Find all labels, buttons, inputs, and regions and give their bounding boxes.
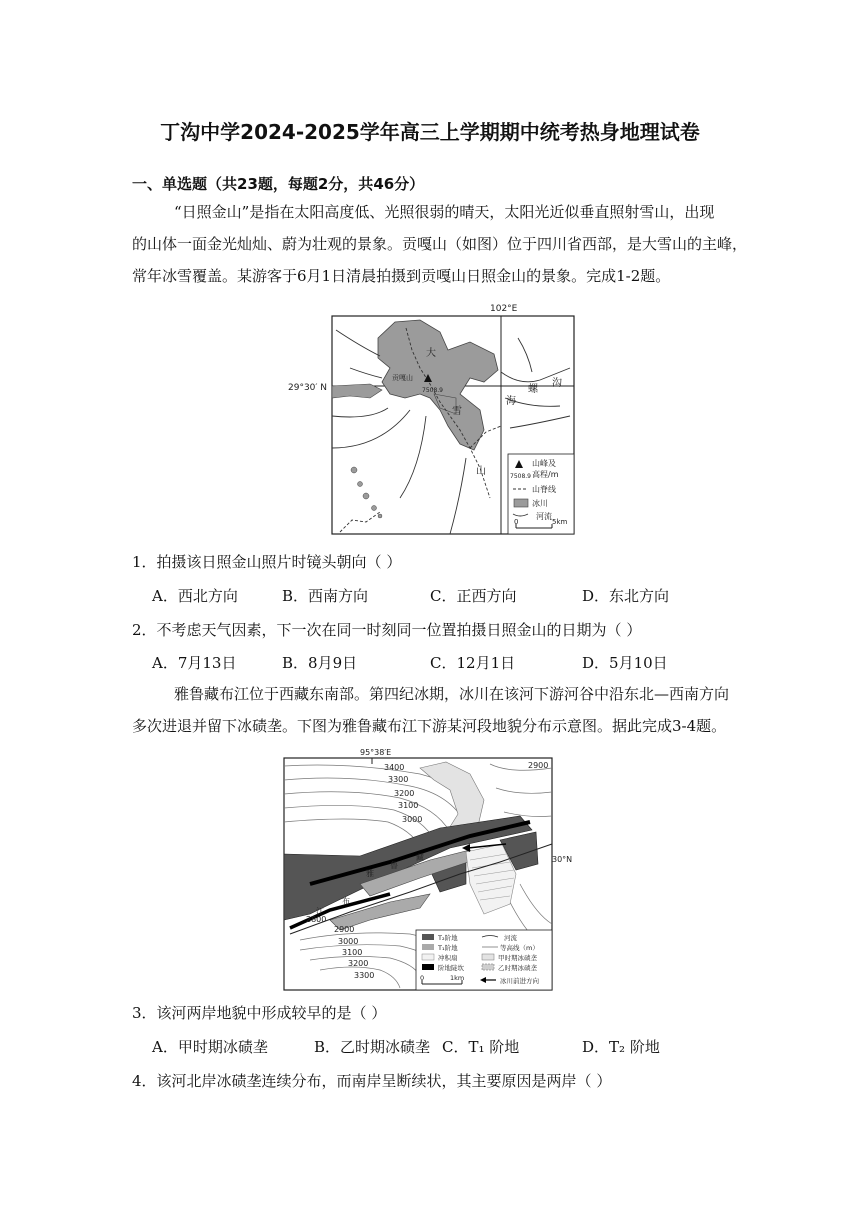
passage-line: “日照金山”是指在太阳高度低、光照很弱的晴天，太阳光近似垂直照射雪山，出现 (174, 203, 715, 221)
contour-label: 2900 (334, 925, 355, 934)
question-2: 2．不考虑天气因素，下一次在同一时刻同一位置拍摄日照金山的日期为（ ） (132, 621, 642, 639)
legend-peak-label: 高程/m (532, 470, 559, 479)
question-3: 3．该河两岸地貌中形成较早的是（ ） (132, 1004, 387, 1022)
legend-advance-label: 冰川前进方向 (500, 977, 539, 985)
legend-scale-zero: 0 (420, 974, 425, 982)
option-c: C．T₁ 阶地 (442, 1038, 520, 1056)
option-c: C．12月1日 (430, 654, 516, 672)
river-char: 江 (316, 907, 324, 916)
glacier-spot (378, 514, 382, 518)
legend-moraine-b-label: 乙时期冰碛垄 (498, 964, 537, 972)
passage-line: 常年冰雪覆盖。某游客于6月1日清晨拍摄到贡嘎山日照金山的景象。完成1-2题。 (132, 267, 671, 285)
contour-label: 3200 (394, 789, 415, 798)
contour-label: 3000 (402, 815, 423, 824)
gongga-map (270, 298, 580, 540)
peak-name: 贡嘎山 (392, 374, 413, 382)
passage-line: 的山体一面金光灿灿、蔚为壮观的景象。贡嘎山（如图）位于四川省西部，是大雪山的主峰， (132, 235, 748, 253)
contour-label: 3300 (388, 775, 409, 784)
option-b: B．西南方向 (282, 587, 369, 605)
glacier-spot (372, 506, 377, 511)
legend-scarp-label: 阶地陡坎 (438, 964, 464, 972)
contour-label: 3300 (354, 971, 375, 980)
contour-label: 3400 (384, 763, 405, 772)
question-4: 4．该河北岸冰碛垄连续分布，而南岸呈断续状，其主要原因是两岸（ ） (132, 1072, 612, 1090)
map-char: 雪 (452, 406, 462, 417)
contour-label: 3100 (342, 948, 363, 957)
map-char: 山 (476, 466, 486, 477)
river-char: 布 (342, 897, 350, 906)
contour-label: 3000 (338, 937, 359, 946)
contour-label: 2800 (306, 915, 327, 924)
lon-label: 102°E (490, 304, 518, 314)
legend-river-label: 河流 (504, 934, 517, 942)
legend-scale-zero: 0 (514, 518, 519, 526)
glacier-spot (358, 482, 363, 487)
option-a: A．甲时期冰碛垄 (152, 1038, 268, 1056)
peak-elevation: 7508.9 (422, 387, 443, 394)
lat-label: 30°N (552, 855, 573, 864)
legend-t1-label: T₁阶地 (438, 944, 458, 952)
page-title: 丁沟中学2024-2025学年高三上学期期中统考热身地理试卷 (160, 120, 700, 144)
map-char: 大 (426, 348, 436, 359)
contour-label: 3100 (398, 801, 419, 810)
section-heading: 一、单选题（共23题，每题2分，共46分） (132, 175, 425, 193)
yarlung-map (270, 744, 580, 994)
glacier-spot (363, 493, 369, 499)
option-d: D．T₂ 阶地 (582, 1038, 660, 1056)
legend-scale-label: 1km (450, 974, 465, 982)
legend-contour-label: 等高线（m） (500, 944, 539, 952)
option-d: D．5月10日 (582, 654, 668, 672)
legend-glacier-label: 冰川 (532, 499, 548, 508)
legend-peak-label: 山峰及 (532, 459, 556, 468)
glacier-spot (351, 467, 357, 473)
option-a: A．西北方向 (152, 587, 238, 605)
passage-2 (132, 678, 732, 742)
legend-t2-label: T₂阶地 (438, 934, 458, 942)
question-1: 1．拍摄该日照金山照片时镜头朝向（ ） (132, 553, 402, 571)
lat-label: 29°30′ N (288, 383, 328, 393)
legend-moraine-a-label: 甲时期冰碛垄 (498, 954, 537, 962)
legend-alluvial-label: 冲积扇 (438, 954, 458, 962)
legend-river-label: 河流 (536, 512, 552, 521)
passage-line: 雅鲁藏布江位于西藏东南部。第四纪冰期，冰川在该河下游河谷中沿东北—西南方向 (174, 685, 730, 703)
legend-peak-value: 7508.9 (510, 473, 531, 480)
map-char: 沟 (552, 378, 562, 389)
map-char: 螺 (528, 384, 538, 395)
passage-line: 多次进退并留下冰碛垄。下图为雅鲁藏布江下游某河段地貌分布示意图。据此完成3-4题。 (132, 717, 727, 735)
contour-label: 3200 (348, 959, 369, 968)
option-c: C．正西方向 (430, 587, 517, 605)
option-d: D．东北方向 (582, 587, 670, 605)
river-char: 藏 (416, 853, 424, 862)
passage-1 (132, 196, 748, 292)
option-a: A．7月13日 (152, 654, 237, 672)
river-char: 雅 (366, 869, 374, 878)
option-b: B．乙时期冰碛垄 (314, 1038, 431, 1056)
river-char: 鲁 (390, 861, 398, 870)
map-char: 海 (506, 396, 516, 407)
lon-label: 95°38′E (360, 748, 392, 757)
option-b: B．8月9日 (282, 654, 358, 672)
legend-ridge-label: 山脊线 (532, 485, 556, 494)
contour-label: 2900 (528, 761, 549, 770)
legend-scale-label: 5km (552, 518, 568, 526)
